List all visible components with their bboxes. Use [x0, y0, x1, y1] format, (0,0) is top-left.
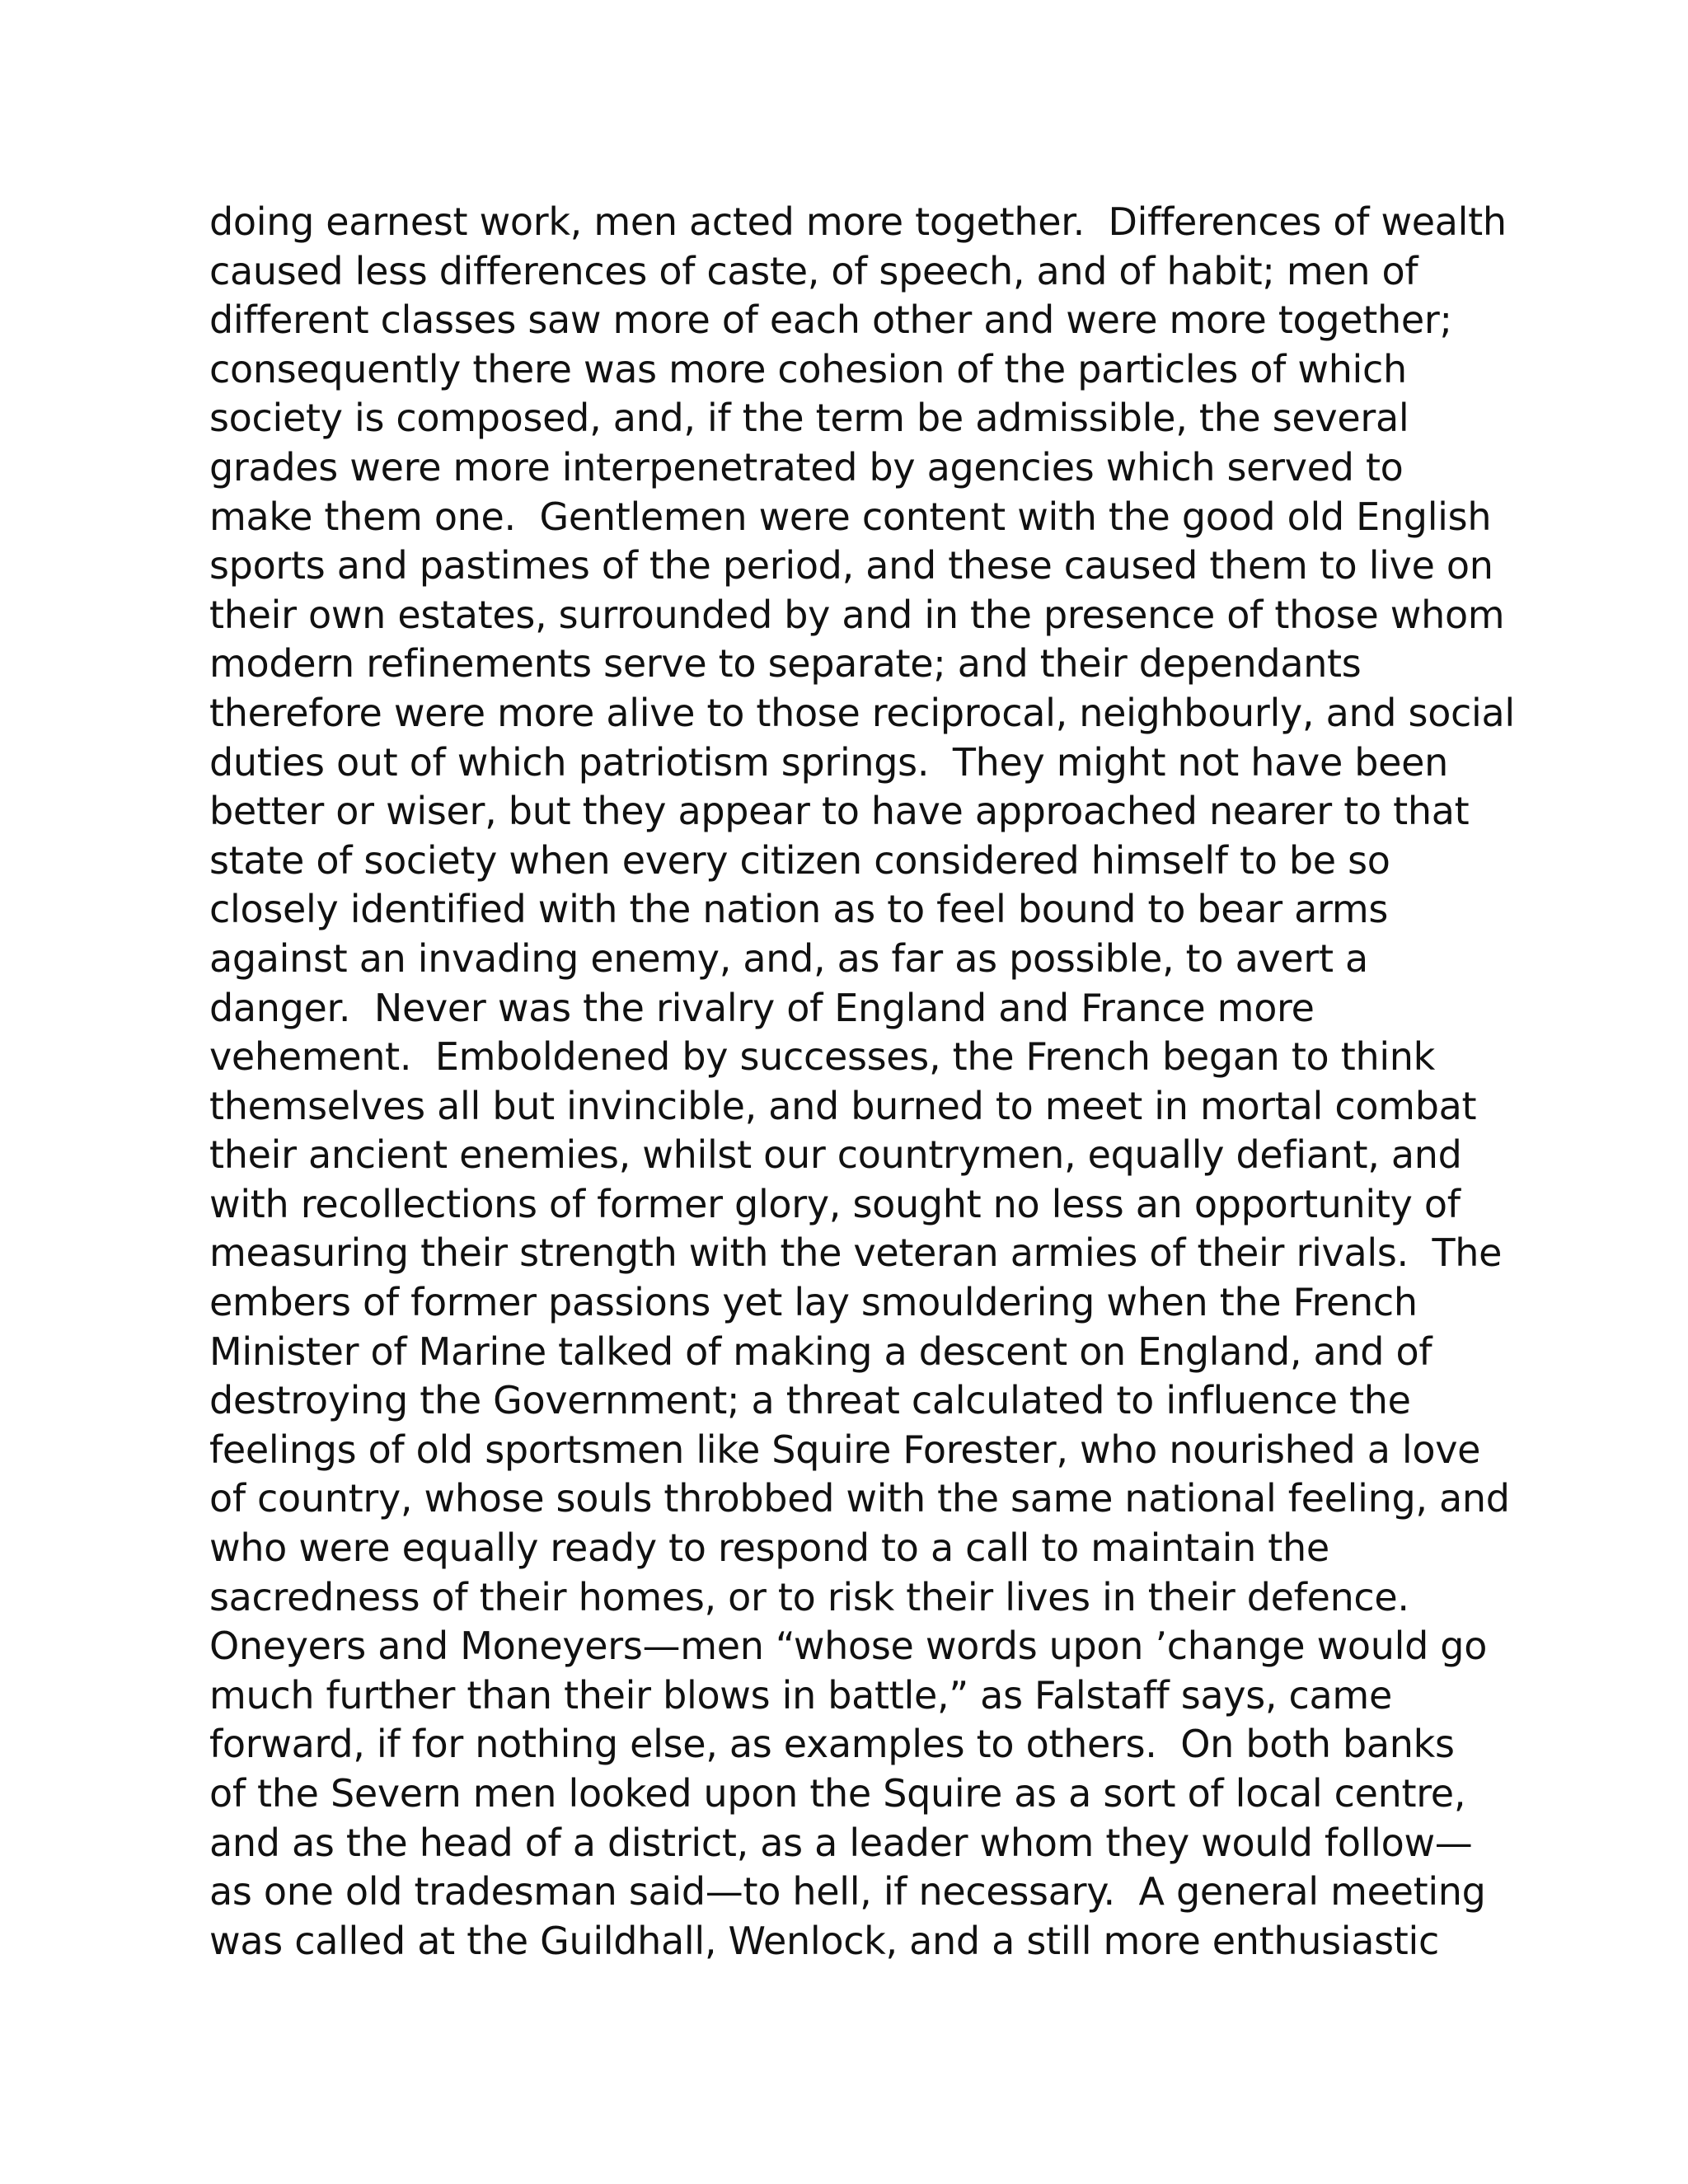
text-line: Minister of Marine talked of making a descent on England, and of — [209, 1329, 1432, 1374]
text-line: their ancient enemies, whilst our countrymen, equally defiant, and — [209, 1132, 1462, 1178]
text-line: duties out of which patriotism springs. They might not have been — [209, 739, 1449, 785]
body-text — [209, 198, 1515, 1966]
text-line: of the Severn men looked upon the Squire as a sort of local centre, — [209, 1771, 1466, 1816]
text-line: danger. Never was the rivalry of England and France more — [209, 985, 1315, 1030]
text-line: with recollections of former glory, sought no less an opportunity of — [209, 1181, 1461, 1226]
text-line: state of society when every citizen considered himself to be so — [209, 837, 1390, 883]
text-line: society is composed, and, if the term be admissible, the several — [209, 396, 1409, 441]
text-line: therefore were more alive to those reciprocal, neighbourly, and social — [209, 690, 1515, 735]
text-line: destroying the Government; a threat calculated to influence the — [209, 1378, 1411, 1423]
text-line: and as the head of a district, as a leader whom they would follow— — [209, 1820, 1473, 1865]
text-line: better or wiser, but they appear to have approached nearer to that — [209, 789, 1470, 834]
text-line: measuring their strength with the veteran armies of their rivals. The — [209, 1230, 1503, 1276]
text-line: much further than their blows in battle,” as Falstaff says, came — [209, 1672, 1392, 1718]
text-line: closely identified with the nation as to feel bound to bear arms — [209, 887, 1389, 932]
text-line: who were equally ready to respond to a call to maintain the — [209, 1526, 1329, 1571]
text-line: doing earnest work, men acted more together. Differences of wealth — [209, 199, 1507, 244]
text-line: feelings of old sportsmen like Squire Forester, who nourished a love — [209, 1427, 1481, 1472]
text-line: caused less differences of caste, of speech, and of habit; men of — [209, 248, 1418, 293]
text-line: as one old tradesman said—to hell, if necessary. A general meeting — [209, 1869, 1486, 1915]
text-line: themselves all but invincible, and burned to meet in mortal combat — [209, 1083, 1477, 1128]
text-line: against an invading enemy, and, as far as possible, to avert a — [209, 935, 1368, 981]
text-line: consequently there was more cohesion of the particles of which — [209, 346, 1407, 391]
text-line: sacredness of their homes, or to risk their lives in their defence. — [209, 1574, 1409, 1619]
text-line: embers of former passions yet lay smouldering when the French — [209, 1280, 1418, 1325]
text-line: modern refinements serve to separate; and their dependants — [209, 641, 1362, 687]
text-line: make them one. Gentlemen were content with the good old English — [209, 494, 1492, 539]
text-line: grades were more interpenetrated by agencies which served to — [209, 444, 1404, 490]
text-line: Oneyers and Moneyers—men “whose words upon ’change would go — [209, 1624, 1488, 1669]
text-line: sports and pastimes of the period, and these caused them to live on — [209, 543, 1493, 588]
text-line: of country, whose souls throbbed with the same national feeling, and — [209, 1476, 1510, 1521]
text-line: their own estates, surrounded by and in the presence of those whom — [209, 592, 1505, 637]
text-line: different classes saw more of each other and were more together; — [209, 298, 1452, 343]
text-line: forward, if for nothing else, as examples to others. On both banks — [209, 1722, 1455, 1767]
text-line: vehement. Emboldened by successes, the French began to think — [209, 1034, 1435, 1080]
text-line: was called at the Guildhall, Wenlock, and a still more enthusiastic — [209, 1918, 1439, 1963]
